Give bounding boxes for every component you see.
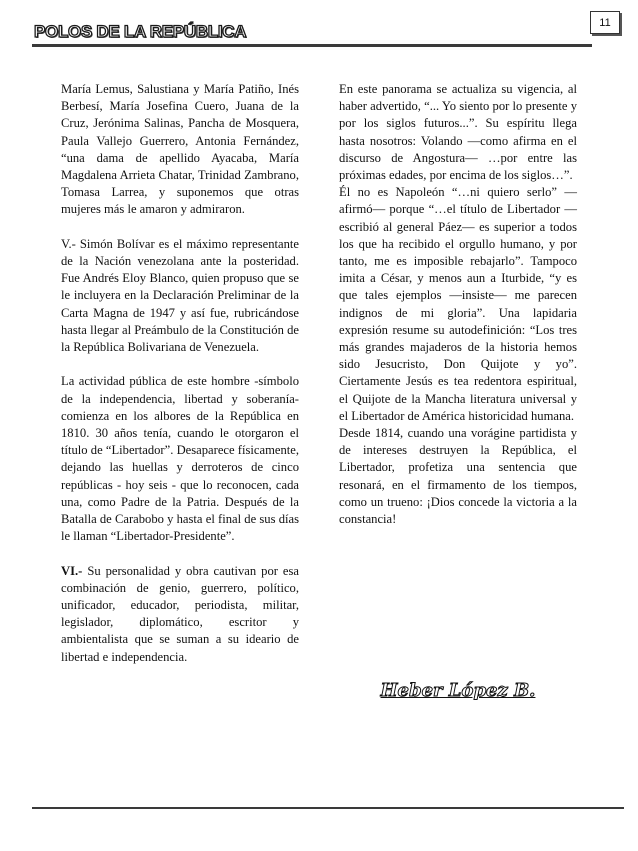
footer-rule xyxy=(32,807,624,809)
page-number: 11 xyxy=(590,11,620,34)
left-paragraph-4 xyxy=(61,563,299,666)
left-column xyxy=(61,81,299,683)
author-signature: Heber López B. xyxy=(380,680,536,701)
left-paragraph-4-text: Su personalidad y obra cautivan por esa combinación de genio, guerrero, político, unificador, educador, periodista, militar, legislador, diplomático, escritor y ambientalista que se suman a su ideario de libertad e independencia. xyxy=(61,563,299,664)
right-paragraph-3: Desde 1814, cuando una vorágine partidista y de intereses destruyen la República, el Libertador, profetiza una sentencia que resonará, en el firmamento de los tiempos, como un trueno: ¡Dios concede la victoria a la constancia! xyxy=(339,426,577,527)
right-column xyxy=(339,81,577,528)
right-paragraph-1: En este panorama se actualiza su vigencia, al haber advertido, “... Yo siento por lo presente y por los siglos futuros...”. Su espíritu llega hasta nosotros: Volando —como afirma en el discurso de Angostura— …por entre las próximas edades, por encima de los siglos…”. xyxy=(339,82,577,183)
header-rule xyxy=(32,44,592,47)
section-number-vi: VI.- xyxy=(61,563,83,578)
left-paragraph-1: María Lemus, Salustiana y María Patiño, Inés Berbesí, María Josefina Cuero, Juana de la Cruz, Jerónima Salinas, Pancha de Mosquera, Paula Vallejo Guerrero, Antonia Fernández, “una dama de apellido Ayacaba, María Magdalena Arrieta Chatar, Trinidad Zambrano, Tomasa Larrea, y suponemos que otras mujeres más le amaron y admiraron. xyxy=(61,82,299,217)
right-paragraph-2: Él no es Napoleón “…ni quiero serlo” —afirmó— porque “…el título de Libertador —escribió al general Páez— es superior a todos los que ha recibido el orgullo humano, y por tanto, me es imposible rebajarlo”. Tampoco imita a César, y menos aun a Iturbide, “y es que tales ejemplos —insiste— me parecen indignos de mi gloria”. Una lapidaria expresión resume su autodefinición: “Los tres más grandes majaderos de la historia hemos sido Jesucristo, Don Quijote y yo”. Ciertamente Jesús es tea redentora espiritual, el Quijote de la Mancha literatura universal y el Libertador de América historicidad humana. xyxy=(339,185,577,423)
left-paragraph-2: V.- Simón Bolívar es el máximo representante de la Nación venezolana ante la posteridad. Fue Andrés Eloy Blanco, quien propuso que se le incluyera en la Declaración Preliminar de la Carta Magna de 1947 y así fue, rubricándose hasta llegar al Preámbulo de la Constitución de la República Bolivariana de Venezuela. xyxy=(61,236,299,355)
header-title: POLOS DE LA REPÚBLICA xyxy=(34,22,247,41)
left-paragraph-3: La actividad pública de este hombre -símbolo de la independencia, libertad y soberanía- comienza en los albores de la República en 1810. 30 años tenía, cuando le otorgaron el título de “Libertador”. Desaparece físicamente, dejando las huellas y derroteros de cinco repúblicas - hoy seis - que lo reconocen, cada una, como Padre de la Patria. Después de la Batalla de Carabobo y hasta el final de sus días le llaman “Libertador-Presidente”. xyxy=(61,374,299,544)
